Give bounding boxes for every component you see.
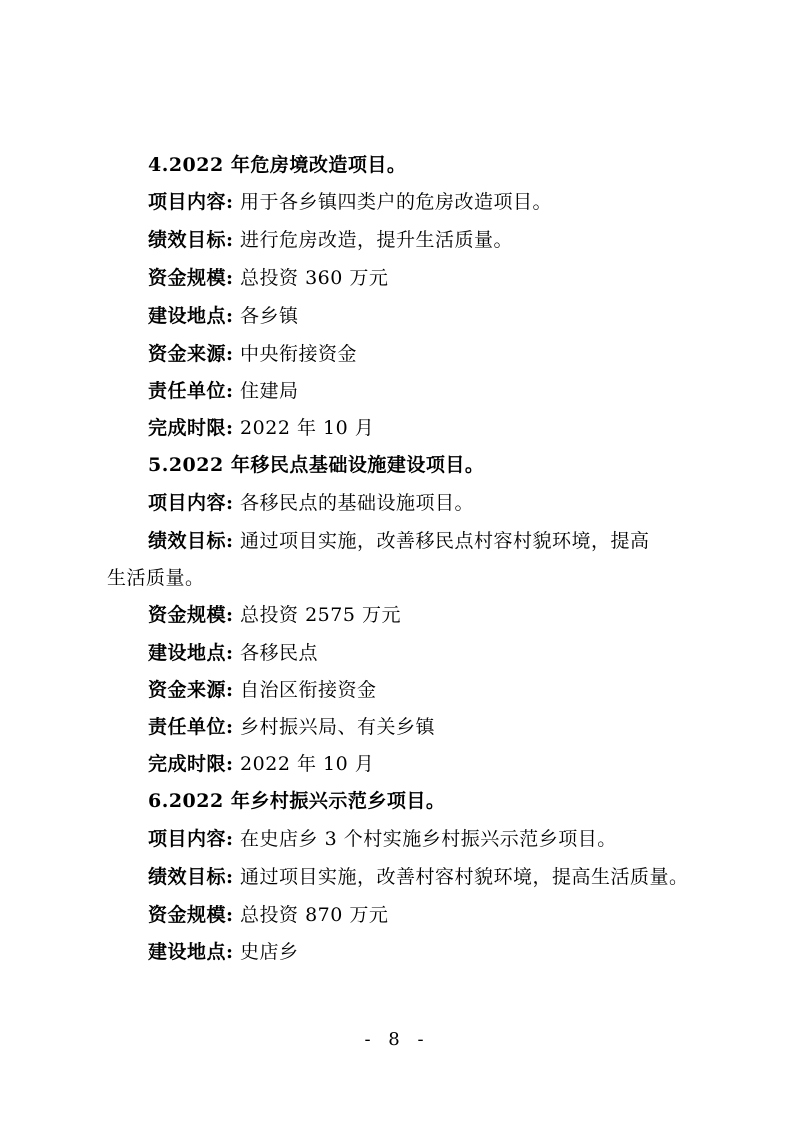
field-performance-goal (148, 228, 513, 252)
field-performance-goal (148, 529, 650, 553)
field-label: 资金规模: (148, 267, 234, 289)
page-number: - 8 - (364, 1029, 430, 1050)
field-value: 2022 年 10 月 (233, 753, 375, 775)
field-value: 乡村振兴局、有关乡镇 (233, 716, 436, 738)
field-value: 各乡镇 (233, 305, 299, 327)
field-fund-scale (148, 903, 388, 927)
field-label: 绩效目标: (148, 866, 234, 888)
field-project-content (148, 491, 474, 515)
field-value: 进行危房改造，提升生活质量。 (233, 229, 514, 251)
field-label: 绩效目标: (148, 229, 234, 251)
section-heading: 6.2022 年乡村振兴示范乡项目。 (148, 790, 446, 812)
field-location (148, 641, 318, 665)
field-label: 资金规模: (148, 904, 234, 926)
field-value: 住建局 (233, 380, 299, 402)
field-location (148, 940, 299, 964)
field-value: 史店乡 (233, 941, 299, 963)
field-deadline (148, 416, 374, 440)
field-label: 项目内容: (148, 492, 234, 514)
field-label: 完成时限: (148, 417, 234, 439)
field-performance-goal (148, 865, 689, 889)
field-label: 项目内容: (148, 828, 234, 850)
field-fund-scale (148, 266, 388, 290)
field-value: 自治区衔接资金 (233, 679, 377, 701)
field-value: 总投资 2575 万元 (233, 604, 401, 626)
field-label: 责任单位: (148, 380, 234, 402)
field-label: 完成时限: (148, 753, 234, 775)
field-fund-source (148, 342, 357, 366)
field-location (148, 304, 299, 328)
field-label: 资金来源: (148, 679, 234, 701)
field-value: 通过项目实施，改善村容村貌环境，提高生活质量。 (233, 866, 689, 888)
field-fund-scale (148, 603, 401, 627)
field-label: 建设地点: (148, 941, 234, 963)
field-responsible-unit (148, 715, 435, 739)
field-label: 建设地点: (148, 305, 234, 327)
field-value: 通过项目实施，改善移民点村容村貌环境，提高 (233, 530, 650, 552)
field-deadline (148, 752, 374, 776)
field-label: 绩效目标: (148, 530, 234, 552)
field-label: 资金规模: (148, 604, 234, 626)
field-label: 资金来源: (148, 343, 234, 365)
field-value: 各移民点 (233, 642, 319, 664)
field-value: 用于各乡镇四类户的危房改造项目。 (233, 191, 553, 213)
field-label: 责任单位: (148, 716, 234, 738)
field-label: 建设地点: (148, 642, 234, 664)
section-heading: 4.2022 年危房境改造项目。 (148, 154, 407, 176)
field-value: 2022 年 10 月 (233, 417, 375, 439)
field-value: 总投资 870 万元 (233, 904, 389, 926)
field-project-content (148, 190, 552, 214)
field-label: 项目内容: (148, 191, 234, 213)
field-value: 各移民点的基础设施项目。 (233, 492, 475, 514)
field-responsible-unit (148, 379, 299, 403)
field-value: 在史店乡 3 个村实施乡村振兴示范乡项目。 (233, 828, 617, 850)
field-value: 总投资 360 万元 (233, 267, 389, 289)
field-value: 中央衔接资金 (233, 343, 358, 365)
field-fund-source (148, 678, 377, 702)
field-project-content (148, 827, 617, 851)
field-continuation: 生活质量。 (107, 567, 205, 589)
section-heading: 5.2022 年移民点基础设施建设项目。 (148, 454, 485, 476)
